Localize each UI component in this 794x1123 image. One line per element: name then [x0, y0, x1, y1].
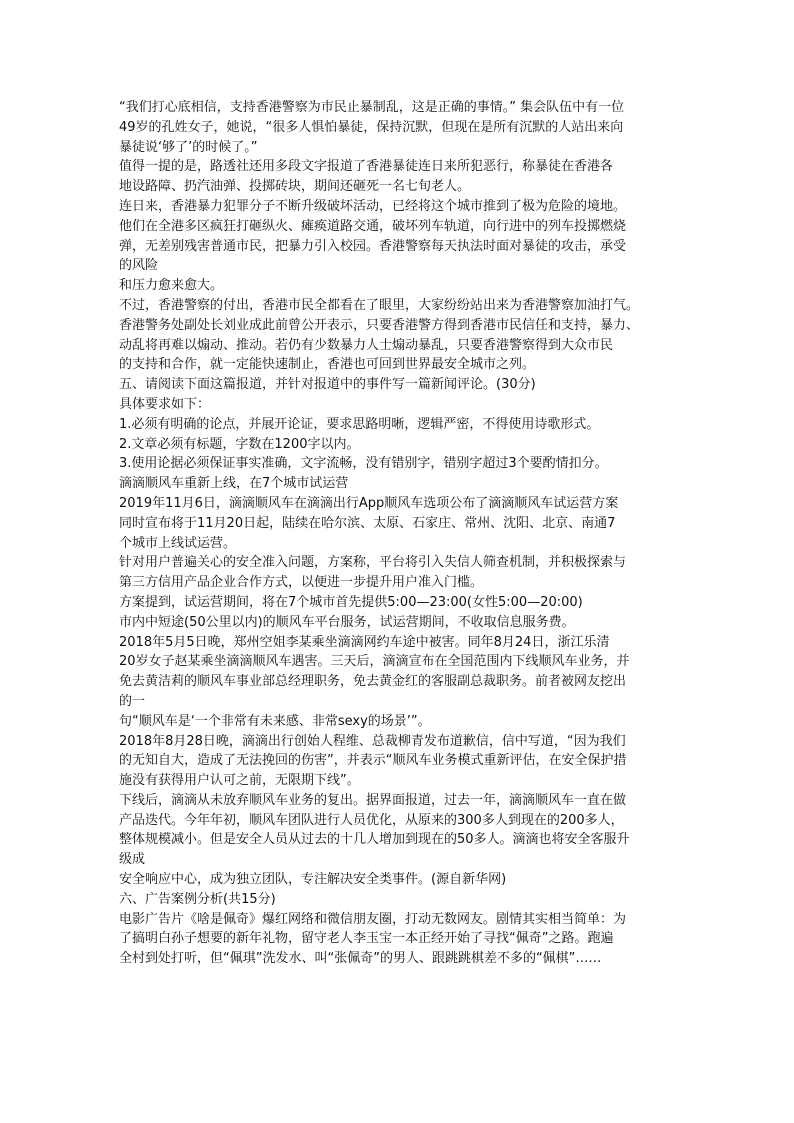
text-line: 的风险 [119, 258, 159, 274]
text-line: 49岁的孔姓女子，她说，“很多人惧怕暴徒，保持沉默，但现在是所有沉默的人站出来向 [119, 119, 624, 135]
text-line: 2018年8月28日晚，滴滴出行创始人程维、总裁柳青发布道歉信，信中写道，“因为我们 [119, 733, 626, 749]
text-line: 他们在全港多区疯狂打砸纵火、瘫痪道路交通，破坏列车轨道，向行进中的列车投掷燃烧 [119, 218, 627, 234]
text-line: 了搞明白孙子想要的新年礼物，留守老人李玉宝一本正经开始了寻找“佩奇”之路。跑遍 [119, 931, 614, 947]
text-line: 1.必须有明确的论点，并展开论证，要求思路明晰，逻辑严密，不得使用诗歌形式。 [119, 416, 600, 432]
text-line: 具体要求如下： [119, 396, 211, 412]
text-line: 的一 [119, 693, 146, 709]
text-line: 级成 [119, 852, 146, 868]
text-line: 电影广告片《啥是佩奇》爆红网络和微信朋友圈，打动无数网友。剧情其实相当简单：为 [119, 911, 627, 927]
text-line: 连日来，香港暴力犯罪分子不断升级破坏活动，已经将这个城市推到了极为危险的境地。 [119, 198, 627, 214]
text-line: 产品迭代。今年年初，顺风车团队进行人员优化，从原来的300多人到现在的200多人， [119, 812, 624, 828]
text-line: 免去黄洁莉的顺风车事业部总经理职务，免去黄金红的客服副总裁职务。前者被网友挖出 [119, 674, 627, 690]
text-line: 不过，香港警察的付出，香港市民全都看在了眼里，大家纷纷站出来为香港警察加油打气。 [119, 297, 640, 313]
text-line: 动乱将再难以煽动、推动。若仍有少数暴力人士煽动暴乱，只要香港警察得到大众市民 [119, 337, 614, 353]
text-line: 施没有获得用户认可之前，无限期下线”。 [119, 773, 360, 789]
text-line: 同时宣布将于11月20日起，陆续在哈尔滨、太原、石家庄、常州、沈阳、北京、南通7 [119, 515, 616, 531]
text-line: 句“顺风车是‘一个非常有未来感、非常sexy的场景’”。 [119, 713, 431, 729]
text-line: 值得一提的是，路透社还用多段文字报道了香港暴徒连日来所犯恶行，称暴徒在香港各 [119, 159, 614, 175]
text-line: 下线后，滴滴从未放弃顺风车业务的复出。据界面报道，过去一年，滴滴顺风车一直在做 [119, 792, 627, 808]
text-line: 2019年11月6日，滴滴顺风车在滴滴出行App顺风车选项公布了滴滴顺风车试运营方案 [119, 495, 619, 511]
text-line: 地设路障、扔汽油弹、投掷砖块，期间还砸死一名七旬老人。 [119, 179, 471, 195]
text-line: 第三方信用产品企业合作方式，以便进一步提升用户准入门槛。 [119, 575, 484, 591]
text-line: 弹，无差别残害普通市民，把暴力引入校园。香港警察每天执法时面对暴徒的攻击，承受 [119, 238, 627, 254]
text-line: 方案提到，试运营期间，将在7个城市首先提供5:00—23:00(女性5:00—20:00) [119, 594, 583, 610]
text-line: 香港警务处副处长刘业成此前曾公开表示，只要香港警方得到香港市民信任和支持，暴力、 [119, 317, 640, 333]
text-line: “我们打心底相信，支持香港警察为市民止暴制乱，这是正确的事情。” 集会队伍中有一位 [119, 100, 625, 115]
text-line: 的无知自大，造成了无法挽回的伤害”，并表示“顺风车业务模式重新评估，在安全保护措 [119, 753, 627, 769]
text-line: 滴滴顺风车重新上线，在7个城市试运营 [119, 476, 349, 492]
text-line: 2.文章必须有标题，字数在1200字以内。 [119, 436, 360, 452]
text-line: 市内中短途(50公里以内)的顺风车平台服务，试运营期间，不收取信息服务费。 [119, 614, 575, 630]
text-line: 2018年5月5日晚，郑州空姐李某乘坐滴滴网约车途中被害。同年8月24日，浙江乐清 [119, 634, 610, 650]
text-line: 个城市上线试运营。 [119, 535, 237, 551]
text-line: 暴徒说‘够了’的时候了。” [119, 139, 258, 155]
text-line: 整体规模减小。但是安全人员从过去的十几人增加到现在的50多人。滴滴也将安全客服升 [119, 832, 630, 848]
text-line: 针对用户普遍关心的安全准入问题，方案称，平台将引入失信人筛查机制，并积极探索与 [119, 555, 627, 571]
text-line: 五、请阅读下面这篇报道，并针对报道中的事件写一篇新闻评论。(30分) [119, 377, 536, 393]
text-line: 全村到处打听，但“佩琪”洗发水、叫“张佩奇”的男人、跟跳跳棋差不多的“佩棋”…… [119, 951, 602, 967]
text-line: 的支持和合作，就一定能快速制止，香港也可回到世界最安全城市之列。 [119, 357, 536, 373]
document-body [119, 98, 679, 969]
text-line: 20岁女子赵某乘坐滴滴顺风车遇害。三天后，滴滴宣布在全国范围内下线顺风车业务，并 [119, 654, 630, 670]
text-line: 安全响应中心，成为独立团队，专注解决安全类事件。(源自新华网) [119, 872, 507, 888]
text-line: 六、广告案例分析(共15分) [119, 891, 276, 907]
text-line: 和压力愈来愈大。 [119, 278, 224, 294]
text-line: 3.使用论据必须保证事实准确，文字流畅，没有错别字，错别字超过3个要酌情扣分。 [119, 456, 608, 472]
